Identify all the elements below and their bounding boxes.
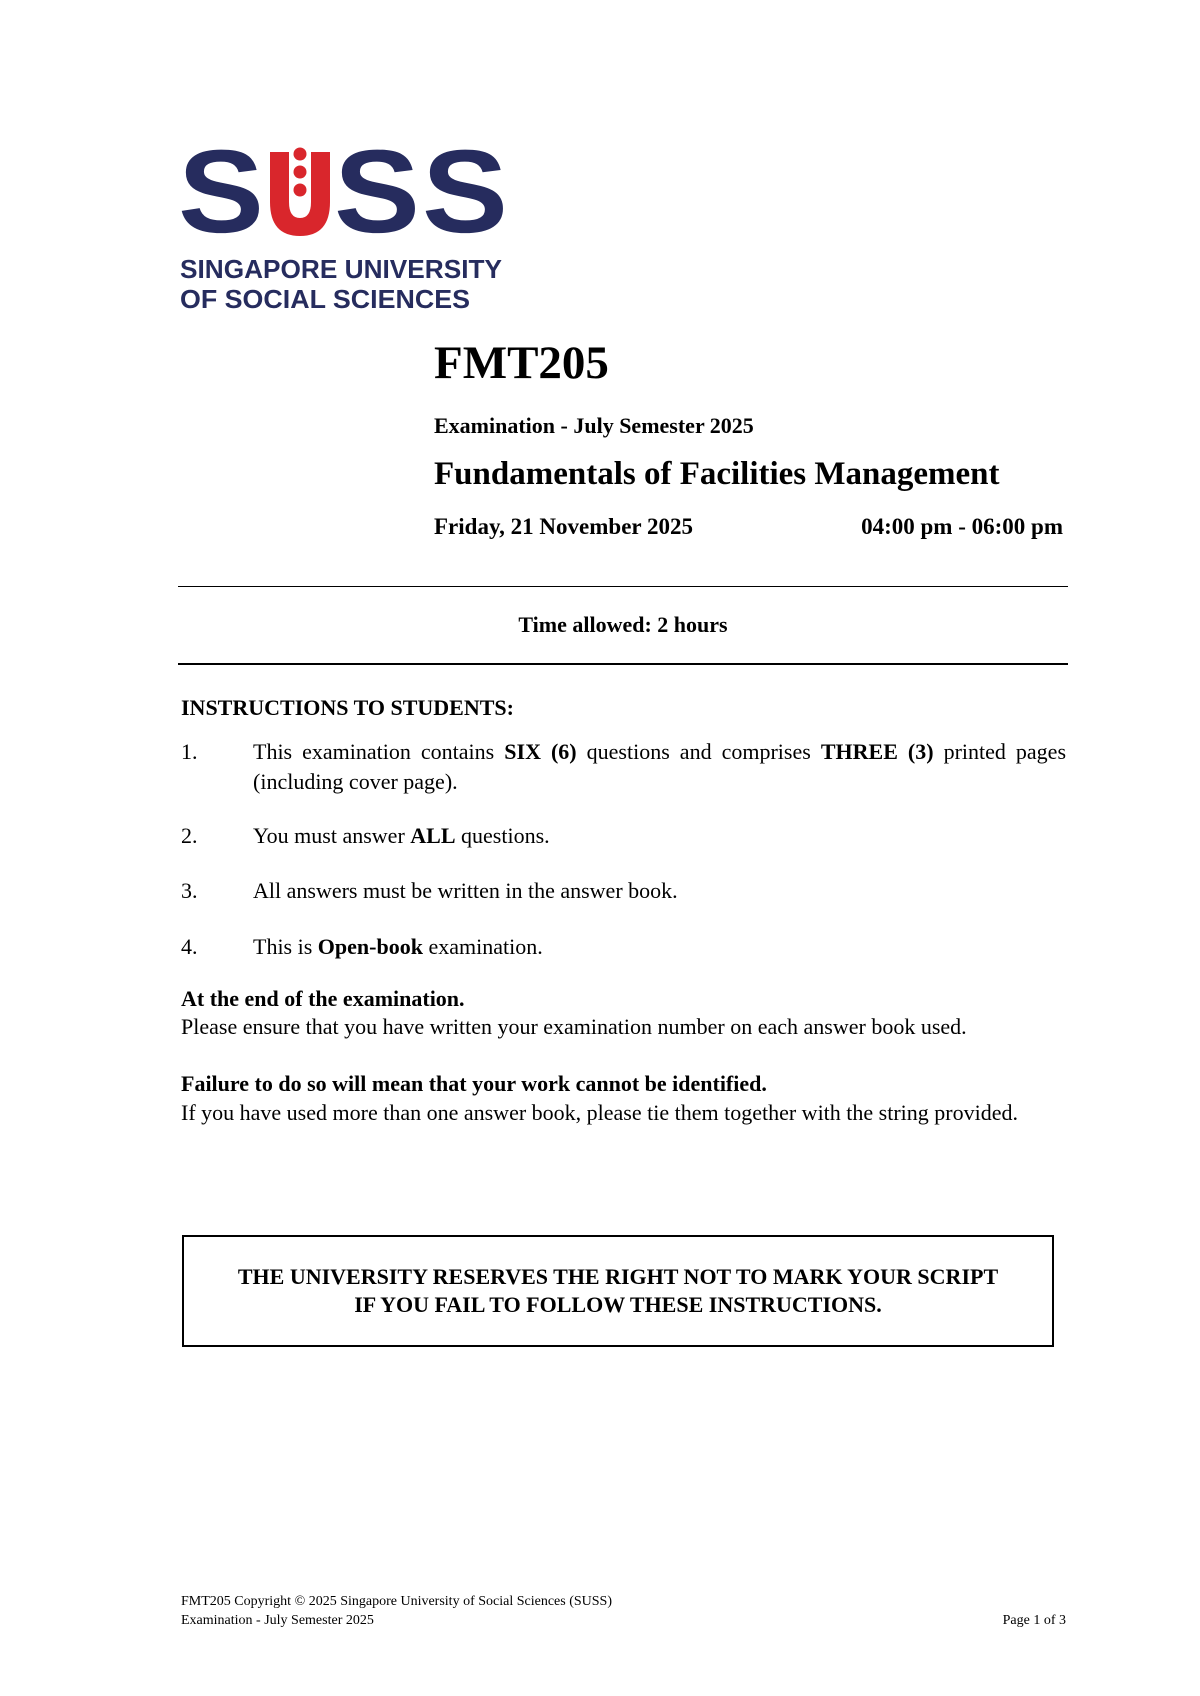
notice-line-2: IF YOU FAIL TO FOLLOW THESE INSTRUCTIONS. <box>354 1292 882 1317</box>
instruction-text: You must answer <box>253 823 411 848</box>
instruction-item <box>181 932 1066 962</box>
instruction-number: 1. <box>181 739 198 764</box>
exam-time: 04:00 pm - 06:00 pm <box>861 514 1063 539</box>
logo-line1: SINGAPORE UNIVERSITY <box>180 254 502 284</box>
instruction-item <box>181 821 1066 851</box>
notice-line-1: THE UNIVERSITY RESERVES THE RIGHT NOT TO MARK YOUR SCRIPT <box>237 1264 999 1289</box>
suss-logo <box>178 140 508 320</box>
top-divider <box>178 586 1068 587</box>
notice-text <box>188 1263 1048 1319</box>
failure-heading: Failure to do so will mean that your work cannot be identified. <box>181 1071 767 1096</box>
instruction-text: examination. <box>422 934 543 959</box>
instruction-text: All answers must be written in the answer book. <box>253 878 678 903</box>
notice-box <box>182 1235 1054 1347</box>
exam-semester: Examination - July Semester 2025 <box>434 413 754 438</box>
instructions-list <box>181 737 1066 962</box>
instruction-text: printed pages (including cover page). <box>253 739 1067 794</box>
failure-text: If you have used more than one answer book, please tie them together with the string provided. <box>181 1100 1018 1125</box>
instruction-bold: SIX (6) <box>504 739 577 764</box>
instructions-heading: INSTRUCTIONS TO STUDENTS: <box>181 695 514 720</box>
svg-text:S: S <box>422 140 508 258</box>
exam-date: Friday, 21 November 2025 <box>434 514 693 539</box>
suss-logo-graphic <box>178 140 508 320</box>
instruction-number: 4. <box>181 934 198 959</box>
instruction-text: This examination contains <box>253 739 505 764</box>
instruction-text: questions. <box>455 823 550 848</box>
bottom-divider <box>178 663 1068 665</box>
footer-page-number: Page 1 of 3 <box>1002 1613 1066 1628</box>
instruction-bold: ALL <box>410 823 456 848</box>
course-title: Fundamentals of Facilities Management <box>434 456 1000 492</box>
instruction-bold: THREE (3) <box>820 739 934 764</box>
instruction-bold: Open-book <box>317 934 423 959</box>
instruction-item <box>181 737 1066 797</box>
instruction-text: questions and comprises <box>576 739 821 764</box>
footer-copyright: FMT205 Copyright © 2025 Singapore University of Social Sciences (SUSS) <box>181 1594 612 1609</box>
end-of-exam-heading: At the end of the examination. <box>181 986 465 1011</box>
instruction-number: 2. <box>181 823 198 848</box>
time-allowed: Time allowed: 2 hours <box>518 612 728 637</box>
instruction-number: 3. <box>181 878 198 903</box>
logo-line2: OF SOCIAL SCIENCES <box>180 284 470 314</box>
end-of-exam-text: Please ensure that you have written your examination number on each answer book used. <box>181 1014 967 1039</box>
footer-exam: Examination - July Semester 2025 <box>181 1613 374 1628</box>
course-code: FMT205 <box>434 337 609 389</box>
instruction-item <box>181 876 1066 906</box>
svg-text:S: S <box>334 140 420 258</box>
instruction-text: This is <box>253 934 318 959</box>
svg-text:S: S <box>178 140 264 258</box>
